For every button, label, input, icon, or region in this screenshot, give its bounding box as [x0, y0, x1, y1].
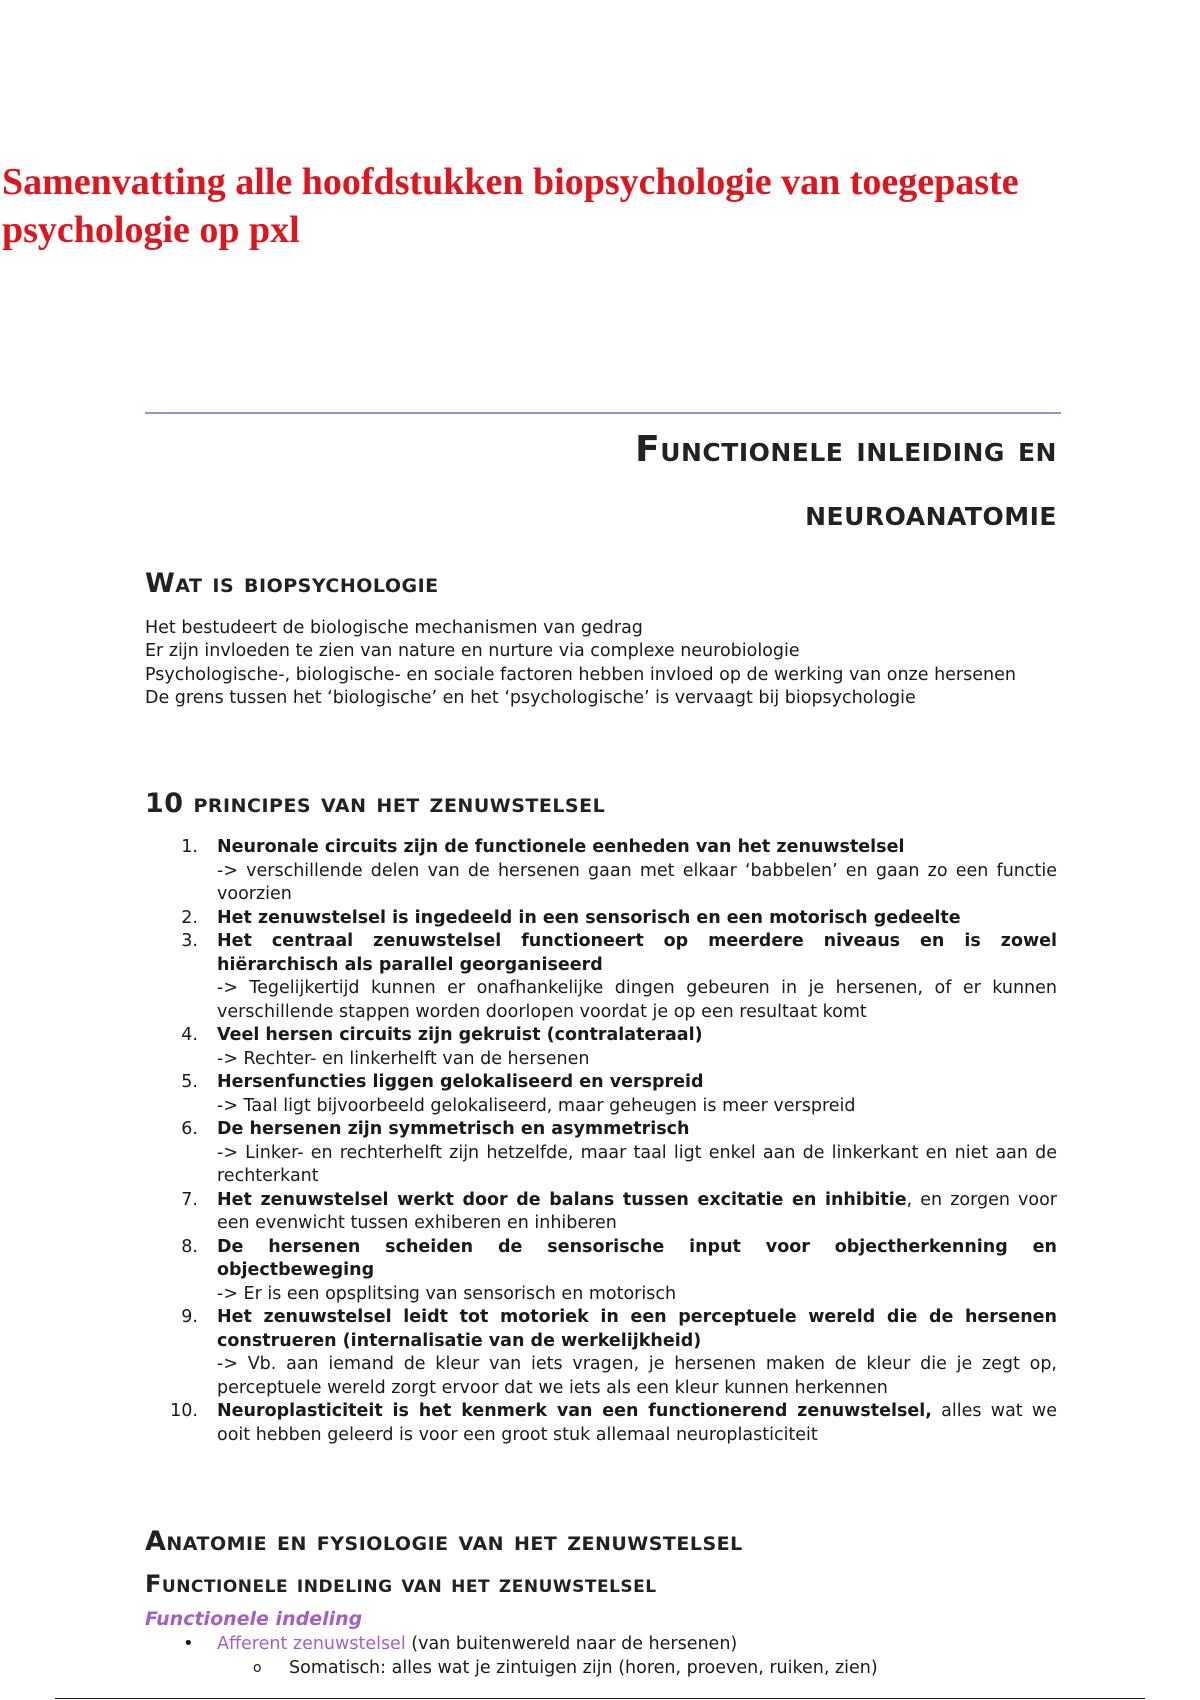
item-number: 10.: [170, 1401, 198, 1421]
item-number: 4.: [181, 1025, 198, 1045]
item-bold-text: Het centraal zenuwstelsel functioneert op meerdere niveaus en is zowel hiërarchisch als parallel georganiseerd: [217, 931, 1057, 975]
item-note: -> Rechter- en linkerhelft van de hersenen: [217, 1048, 590, 1069]
item-bold-text: Het zenuwstelsel leidt tot motoriek in een perceptuele wereld die de hersenen construeren (internalisatie van de werkelijkheid): [217, 1307, 1057, 1351]
item-number: 9.: [181, 1307, 198, 1327]
list-item: [145, 1236, 1057, 1307]
item-number: 7.: [181, 1189, 198, 1210]
somatisch-description: Somatisch: alles wat je zintuigen zijn (horen, proeven, ruiken, zien): [289, 1658, 878, 1678]
page-bottom-rule: [55, 1698, 1145, 1699]
item-bold-text: Neuroplasticiteit is het kenmerk van een functionerend zenuwstelsel,: [217, 1401, 932, 1421]
item-note: -> Taal ligt bijvoorbeeld gelokaliseerd, maar geheugen is meer verspreid: [217, 1095, 856, 1116]
heading-functionele-indeling: Functionele indeling van het zenuwstelsel: [145, 1570, 657, 1598]
principles-list: [145, 836, 1057, 1447]
item-number: 8.: [181, 1236, 198, 1257]
list-item: [145, 1306, 1057, 1400]
afferent-term: Afferent zenuwstelsel: [217, 1634, 406, 1654]
list-item: [145, 836, 1057, 907]
paragraph-line: Er zijn invloeden te zien van nature en nurture via complexe neurobiologie: [145, 641, 800, 662]
chapter-title: [145, 418, 1057, 546]
heading-10-principes: 10 principes van het zenuwstelsel: [145, 788, 606, 819]
list-item: [145, 907, 1057, 931]
chapter-title-line1: Functionele inleiding en: [635, 429, 1057, 470]
item-bold-text: Het zenuwstelsel werkt door de balans tussen excitatie en inhibitie: [217, 1189, 907, 1210]
list-item: [145, 1632, 1057, 1656]
item-bold-text: De hersenen zijn symmetrisch en asymmetrisch: [217, 1119, 690, 1139]
item-bold-text: Neuronale circuits zijn de functionele eenheden van het zenuwstelsel: [217, 837, 905, 857]
afferent-description: (van buitenwereld naar de hersenen): [405, 1634, 738, 1654]
item-number: 1.: [181, 837, 198, 857]
list-item: [145, 1189, 1057, 1236]
document-title: Samenvatting alle hoofdstukken biopsychologie van toegepaste psychologie op pxl: [2, 161, 1019, 251]
item-note: -> Vb. aan iemand de kleur van iets vragen, je hersenen maken de kleur die je zegt op, perceptuele wereld zorgt ervoor dat we iets als een kleur kunnen herkennen: [217, 1354, 1057, 1398]
label-functionele-indeling: Functionele indeling: [145, 1608, 363, 1630]
list-item: [145, 1656, 1057, 1680]
biopsychologie-paragraph: [145, 617, 1057, 710]
bullet-icon: •: [183, 1633, 194, 1654]
item-bold-text: Veel hersen circuits zijn gekruist (contralateraal): [217, 1025, 703, 1045]
paragraph-line: Psychologische-, biologische- en sociale factoren hebben invloed op de werking van onze hersenen: [145, 664, 1016, 685]
list-item: [145, 1400, 1057, 1447]
heading-anatomie-fysiologie: Anatomie en fysiologie van het zenuwstelsel: [145, 1526, 743, 1557]
list-item: [145, 930, 1057, 1024]
chapter-title-line2: neuroanatomie: [805, 493, 1057, 534]
item-bold-text: Het zenuwstelsel is ingedeeld in een sensorisch en een motorisch gedeelte: [217, 907, 961, 928]
item-note: -> Linker- en rechterhelft zijn hetzelfde, maar taal ligt enkel aan de linkerkant en niet aan de rechterkant: [217, 1142, 1057, 1186]
list-item: [145, 1118, 1057, 1189]
item-note: -> verschillende delen van de hersenen gaan met elkaar ‘babbelen’ en gaan zo een functie voorzien: [217, 860, 1057, 904]
paragraph-line: Het bestudeert de biologische mechanismen van gedrag: [145, 618, 643, 638]
list-item: [145, 1024, 1057, 1071]
item-rest-text: , en zorgen voor een evenwicht tussen exhiberen en inhiberen: [217, 1189, 1057, 1233]
item-number: 3.: [181, 931, 198, 951]
heading-wat-is-biopsychologie: Wat is biopsychologie: [145, 568, 439, 599]
paragraph-line: De grens tussen het ‘biologische’ en het ‘psychologische’ is vervaagt bij biopsychologie: [145, 687, 916, 708]
item-bold-text: Hersenfuncties liggen gelokaliseerd en verspreid: [217, 1072, 704, 1092]
item-number: 5.: [181, 1072, 198, 1092]
item-rest-text: alles wat we ooit hebben geleerd is voor een groot stuk allemaal neuroplasticiteit: [217, 1401, 1058, 1445]
item-bold-text: De hersenen scheiden de sensorische input voor objectherkenning en objectbeweging: [217, 1236, 1057, 1280]
chapter-divider: [145, 412, 1061, 414]
item-note: -> Er is een opsplitsing van sensorisch en motorisch: [217, 1283, 677, 1304]
circle-bullet-icon: o: [253, 1660, 262, 1676]
item-number: 6.: [181, 1119, 198, 1139]
item-note: -> Tegelijkertijd kunnen er onafhankelijke dingen gebeuren in je hersenen, of er kunnen verschillende stappen worden doorlopen voordat je op een resultaat komt: [217, 978, 1057, 1022]
indeling-list: [145, 1632, 1057, 1680]
item-number: 2.: [181, 907, 198, 928]
list-item: [145, 1071, 1057, 1118]
